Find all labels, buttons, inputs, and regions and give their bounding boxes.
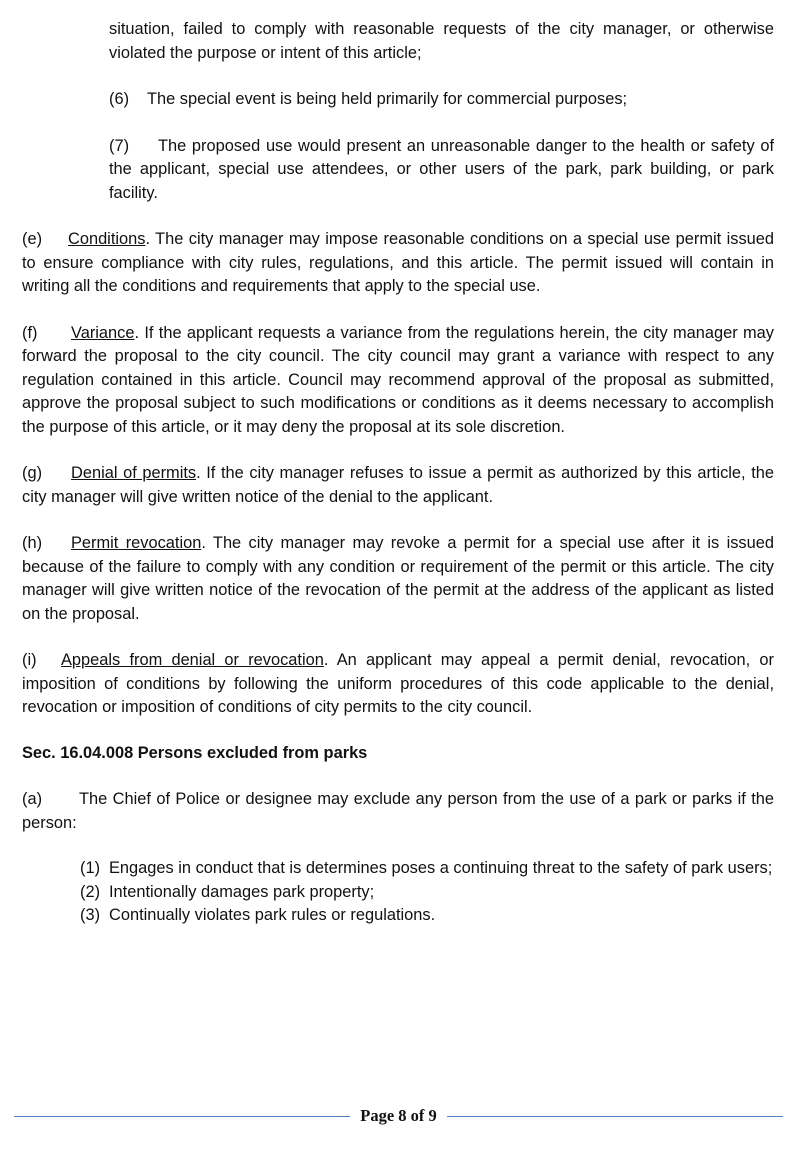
list-item-number: (2)	[80, 882, 101, 901]
section-g-title: Denial of permits	[71, 464, 197, 482]
section-a-exclusion	[22, 788, 774, 835]
item-7-number: (7)	[109, 136, 130, 155]
section-e-conditions	[22, 228, 774, 299]
list-item	[80, 881, 774, 905]
item-7	[109, 135, 774, 206]
section-a-text: The Chief of Police or designee may exclude any person from the use of a park or parks if the person:	[22, 790, 774, 832]
section-i-appeals	[22, 649, 774, 720]
list-item	[80, 904, 774, 928]
list-item-text: Engages in conduct that is determines poses a continuing threat to the safety of park users;	[109, 859, 773, 877]
list-item-number: (1)	[80, 859, 101, 877]
document-body	[22, 18, 774, 928]
continuation-text: situation, failed to comply with reasonable requests of the city manager, or otherwise violated the purpose or intent of this article;	[109, 20, 774, 62]
section-e-title: Conditions	[68, 230, 146, 248]
list-item-number: (3)	[80, 906, 101, 924]
section-e-number: (e)	[22, 230, 43, 248]
section-g-denial	[22, 462, 774, 509]
section-h-text: . The city manager may revoke a permit for a special use after it is issued because of the failure to comply with any condition or requirement of the permit or this article. The city manager will give written notice of the revocation of the permit at the address of the applicant as listed on the proposal.	[22, 534, 774, 623]
page-number: Page 8 of 9	[360, 1106, 437, 1125]
section-f-text: . If the applicant requests a variance from the regulations herein, the city manager may forward the proposal to the city council. The city council may grant a variance with respect to any regulation contained in this article. Council may recommend approval of the proposal as submitted, approve the proposal subject to such modifications or conditions as it deems necessary to accomplish the purpose of this article, or it may deny the proposal at its sole discretion.	[22, 323, 774, 436]
list-item-text: Intentionally damages park property;	[109, 882, 375, 901]
footer-rule-right	[447, 1116, 783, 1117]
item-6	[109, 88, 774, 112]
section-i-title: Appeals from denial or revocation	[61, 651, 324, 669]
item-6-number: (6)	[109, 90, 130, 108]
section-a-number: (a)	[22, 790, 43, 808]
section-h-title: Permit revocation	[71, 534, 202, 552]
section-f-variance	[22, 322, 774, 440]
list-item-text: Continually violates park rules or regulations.	[109, 906, 436, 924]
section-e-text: . The city manager may impose reasonable conditions on a special use permit issued to ensure compliance with city rules, regulations, and this article. The permit issued will contain in writing all the conditions and requirements that apply to the special use.	[22, 230, 774, 295]
continuation-paragraph	[109, 18, 774, 65]
item-7-text: The proposed use would present an unreasonable danger to the health or safety of the applicant, special use attendees, or other users of the park, park building, or park facility.	[109, 136, 774, 202]
section-h-revocation	[22, 532, 774, 626]
list-item	[80, 857, 774, 881]
section-g-number: (g)	[22, 464, 43, 482]
section-i-number: (i)	[22, 651, 37, 669]
page-footer	[14, 1104, 783, 1128]
footer-rule-left	[14, 1116, 350, 1117]
section-g-text: . If the city manager refuses to issue a permit as authorized by this article, the city manager will give written notice of the denial to the applicant.	[22, 464, 774, 506]
section-h-number: (h)	[22, 534, 43, 552]
section-f-title: Variance	[71, 323, 135, 342]
item-6-text: The special event is being held primarily for commercial purposes;	[147, 90, 628, 108]
section-i-text: . An applicant may appeal a permit denial, revocation, or imposition of conditions by following the uniform procedures of this code applicable to the denial, revocation or imposition of conditions of city permits to the city council.	[22, 651, 775, 716]
section-f-number: (f)	[22, 323, 38, 342]
section-heading: Sec. 16.04.008 Persons excluded from parks	[22, 743, 368, 762]
exclusion-list	[80, 857, 774, 928]
